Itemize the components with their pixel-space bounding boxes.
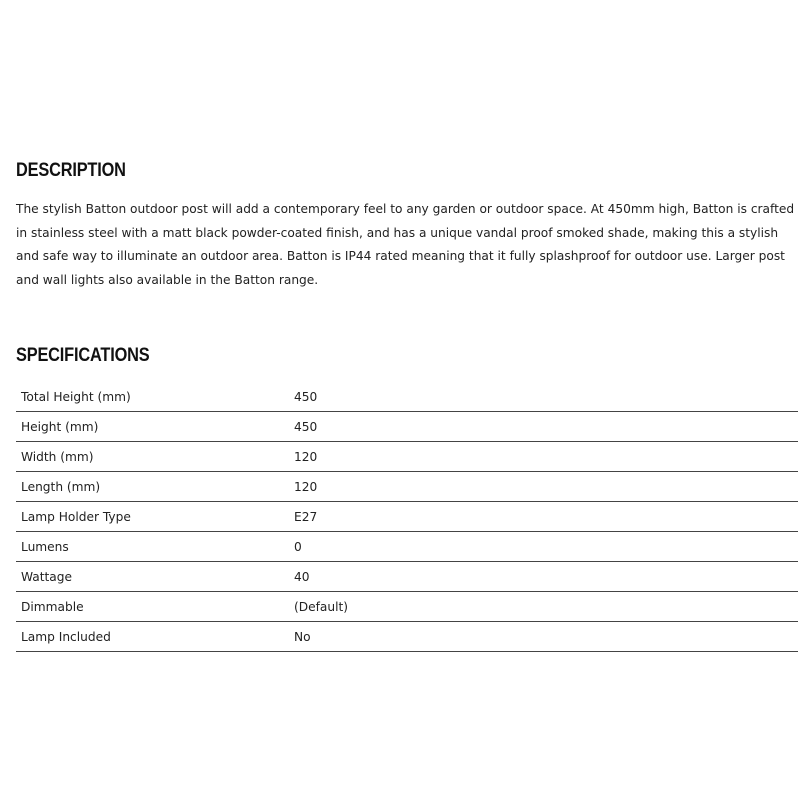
spec-value: 450	[294, 382, 798, 412]
spec-value: E27	[294, 502, 798, 532]
table-row	[16, 502, 798, 532]
table-row	[16, 442, 798, 472]
spec-label: Height (mm)	[16, 412, 294, 442]
spec-label: Lamp Holder Type	[16, 502, 294, 532]
table-row	[16, 532, 798, 562]
description-heading: DESCRIPTION	[16, 160, 126, 181]
description-text: The stylish Batton outdoor post will add a contemporary feel to any garden or outdoor space. At 450mm high, Batton is crafted in stainless steel with a matt black powder-coated finish, and has a unique vandal proof smoked shade, making this a stylish and safe way to illuminate an outdoor area. Batton is IP44 rated meaning that it fully splashproof for outdoor use. Larger post and wall lights also available in the Batton range.	[16, 202, 795, 287]
spec-label: Lamp Included	[16, 622, 294, 652]
spec-value: 40	[294, 562, 798, 592]
spec-label: Lumens	[16, 532, 294, 562]
spec-label: Width (mm)	[16, 442, 294, 472]
specifications-heading: SPECIFICATIONS	[16, 345, 150, 366]
spec-label: Dimmable	[16, 592, 294, 622]
spec-label: Total Height (mm)	[16, 382, 294, 412]
table-row	[16, 382, 798, 412]
spec-label: Wattage	[16, 562, 294, 592]
product-details	[16, 158, 798, 652]
table-row	[16, 412, 798, 442]
spec-value: 120	[294, 472, 798, 502]
table-row	[16, 562, 798, 592]
table-row	[16, 622, 798, 652]
spec-value: 120	[294, 442, 798, 472]
spec-value: No	[294, 622, 798, 652]
table-row	[16, 472, 798, 502]
spec-label: Length (mm)	[16, 472, 294, 502]
spec-value: 450	[294, 412, 798, 442]
specifications-table	[16, 382, 798, 652]
spec-value: (Default)	[294, 592, 798, 622]
spec-value: 0	[294, 532, 798, 562]
table-row	[16, 592, 798, 622]
